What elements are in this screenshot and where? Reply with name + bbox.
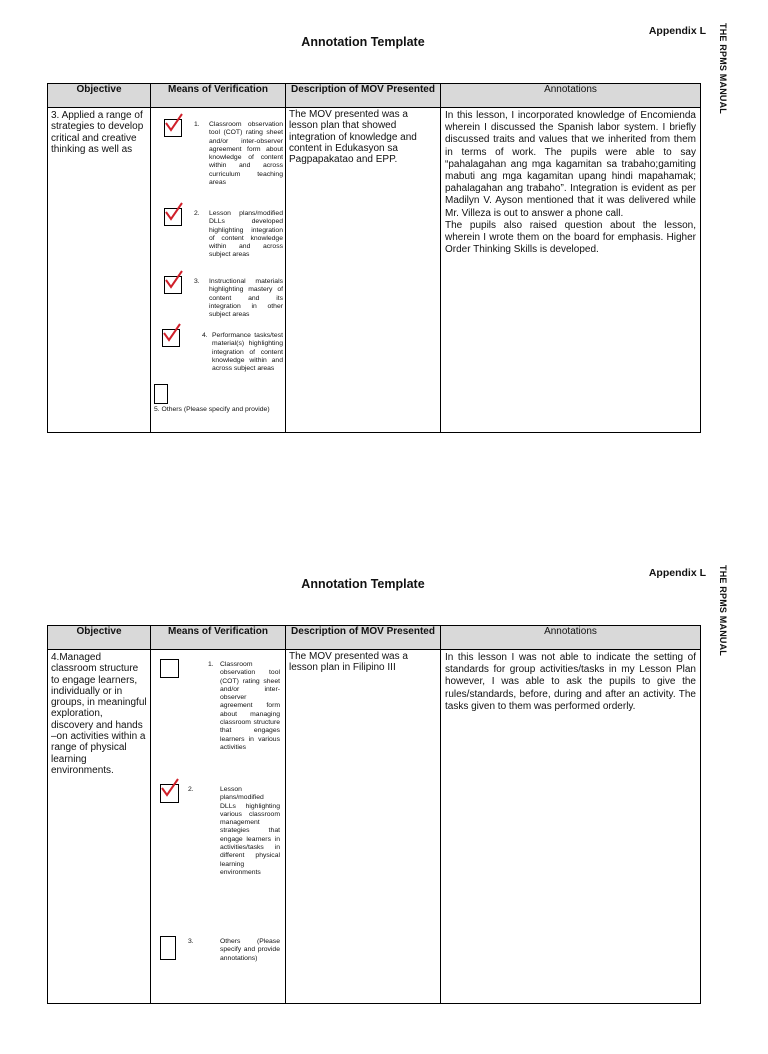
appendix-label: Appendix L: [648, 25, 706, 37]
checkmark-icon: [161, 323, 185, 347]
checkmark-icon: [159, 778, 183, 802]
page-title: Annotation Template: [301, 35, 425, 49]
objective-cell: 4.Managed classroom structure to engage learners, individually or in groups, in meaningful exploration, discovery and hands –on activities within a range of physical learning environments.: [48, 650, 151, 1004]
header-means: Means of Verification: [151, 84, 286, 108]
description-cell: The MOV presented was a lesson plan that showed integration of knowledge and content in Edukasyon sa Pagpapakatao and EPP.: [286, 108, 441, 433]
header-annotations: Annotations: [441, 626, 701, 650]
checkbox[interactable]: [162, 329, 180, 347]
checkbox[interactable]: [164, 119, 182, 137]
checkmark-icon: [163, 202, 187, 226]
checkbox[interactable]: [154, 384, 168, 404]
checkbox[interactable]: [164, 208, 182, 226]
header-description: Description of MOV Presented: [286, 84, 441, 108]
side-caption: THE RPMS MANUAL: [718, 23, 728, 114]
appendix-label: Appendix L: [648, 567, 706, 579]
means-cell: 1. Classroom observation tool (COT) rating sheet and/or inter-observer agreement form about managing classroom structure that engages learners in various activities 2. Lesson plans/modified DLLs highlighting various classroom management strategies that engage learners in activities/tasks in different physical learning environments 3. Others (Please specify and provide annotations): [151, 650, 286, 1004]
checkmark-icon: [163, 113, 187, 137]
annotation-page-2: [0, 542, 768, 1054]
annotation-cell: In this lesson, I incorporated knowledge of Encomienda wherein I discussed the Spanish labor system. I briefly discussed traits and values that we inherited from them in terms of work. The pupils were able to say “pahalagahan ang mga kagamitan sa trabaho;gamiting mabuti ang mga kagamitan upang hindi mapahamak; pahalagahan ang trabaho”. Integration is evident as per Madilyn V. Ayson mentioned that it was delivered while Mr. Villeza is out to answer a phone call. The pupils also raised question about the lesson, wherein I wrote them on the board for emphasis. Higher Order Thinking Skills is developed.: [441, 108, 701, 433]
annotation-table: [47, 83, 701, 433]
checkbox[interactable]: [160, 936, 176, 960]
annotation-table: [47, 625, 701, 1004]
header-objective: Objective: [48, 84, 151, 108]
checkbox[interactable]: [160, 784, 179, 803]
page-title: Annotation Template: [301, 577, 425, 591]
objective-cell: 3. Applied a range of strategies to develop critical and creative thinking as well as: [48, 108, 151, 433]
header-objective: Objective: [48, 626, 151, 650]
annotation-cell: In this lesson I was not able to indicate the setting of standards for group activities/tasks in my Lesson Plan however, I was able to ask the pupils to give the rules/standards, before, during and after an activity. The tasks given to them was performed orderly.: [441, 650, 701, 1004]
checkbox[interactable]: [160, 659, 179, 678]
checkbox[interactable]: [164, 276, 182, 294]
description-cell: The MOV presented was a lesson plan in Filipino III: [286, 650, 441, 1004]
header-annotations: Annotations: [441, 84, 701, 108]
checkmark-icon: [163, 270, 187, 294]
header-description: Description of MOV Presented: [286, 626, 441, 650]
means-cell: 1. Classroom observation tool (COT) rating sheet and/or inter-observer agreement form about knowledge of content within and across curriculum teaching areas 2. Lesson plans/modified DLLs developed highlighting integration of content knowledge within and across subject areas 3. Instructional materials highlighting mastery of content and its integration in other subject areas 4. Performance tasks/test material(s) highlighting integration of content knowledge within and across subject areas 5. Others (Please specify and provide): [151, 108, 286, 433]
header-means: Means of Verification: [151, 626, 286, 650]
side-caption: THE RPMS MANUAL: [718, 565, 728, 656]
annotation-page-1: [0, 0, 768, 512]
